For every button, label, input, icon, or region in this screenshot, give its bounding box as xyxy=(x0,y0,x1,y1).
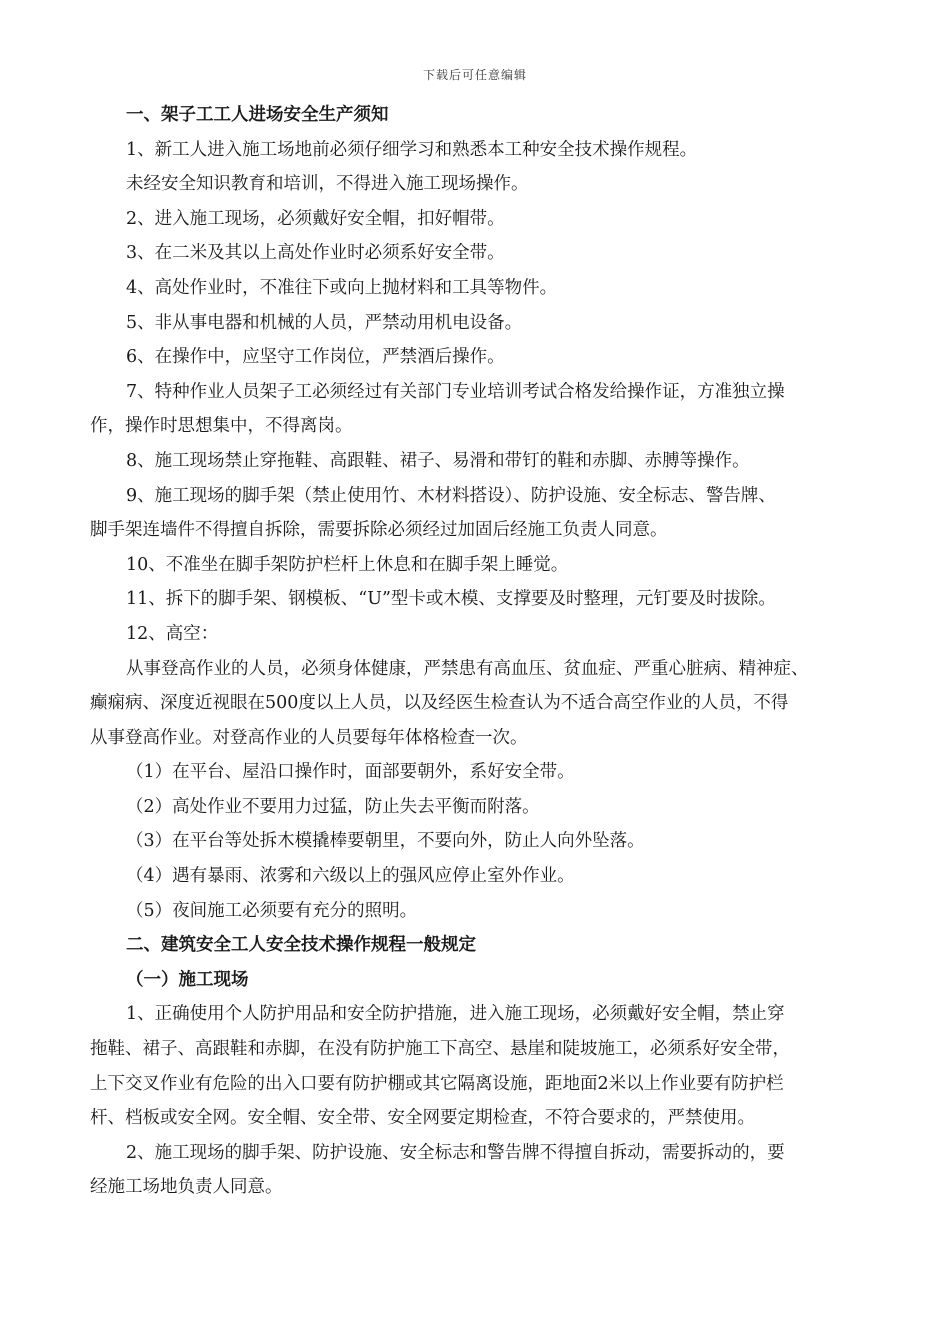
text-line: 11、拆下的脚手架、钢模板、“U”型卡或木模、支撑要及时整理，元钉要及时拔除。 xyxy=(126,589,776,610)
section-heading: （一）施工现场 xyxy=(126,969,249,990)
document-body xyxy=(90,98,880,1205)
text-line: 从事登高作业的人员，必须身体健康，严禁患有高血压、贫血症、严重心脏病、精神症、 xyxy=(126,658,809,679)
text-line: 杆、档板或安全网。安全帽、安全带、安全网要定期检查，不符合要求的，严禁使用。 xyxy=(90,1108,755,1129)
text-line: （5）夜间施工必须要有充分的照明。 xyxy=(126,900,418,921)
text-line: 未经安全知识教育和培训，不得进入施工现场操作。 xyxy=(126,174,529,195)
section-heading: 二、建筑安全工人安全技术操作规程一般规定 xyxy=(126,935,476,956)
text-line: 7、特种作业人员架子工必须经过有关部门专业培训考试合格发给操作证，方准独立操 xyxy=(126,381,785,402)
text-line: （2）高处作业不要用力过猛，防止失去平衡而附落。 xyxy=(126,796,540,817)
text-line: 癫痫病、深度近视眼在500度以上人员，以及经医生检查认为不适合高空作业的人员，不得 xyxy=(90,693,789,714)
text-line: 作，操作时思想集中，不得离岗。 xyxy=(90,416,353,437)
text-line: 1、新工人进入施工场地前必须仔细学习和熟悉本工种安全技术操作规程。 xyxy=(126,139,698,160)
text-line: 4、高处作业时，不准往下或向上抛材料和工具等物件。 xyxy=(126,277,558,298)
text-line: 2、施工现场的脚手架、防护设施、安全标志和警告牌不得擅自拆动，需要拆动的，要 xyxy=(126,1142,785,1163)
text-line: 8、施工现场禁止穿拖鞋、高跟鞋、裙子、易滑和带钉的鞋和赤脚、赤膊等操作。 xyxy=(126,450,750,471)
section-heading: 一、架子工工人进场安全生产须知 xyxy=(126,105,389,125)
text-line: 12、高空： xyxy=(126,623,219,644)
text-line: 3、在二米及其以上高处作业时必须系好安全带。 xyxy=(126,243,505,264)
text-line: （1）在平台、屋沿口操作时，面部要朝外，系好安全带。 xyxy=(126,762,575,783)
text-line: 5、非从事电器和机械的人员，严禁动用机电设备。 xyxy=(126,312,523,333)
text-line: 6、在操作中，应坚守工作岗位，严禁酒后操作。 xyxy=(126,347,505,368)
text-line: 10、不准坐在脚手架防护栏杆上休息和在脚手架上睡觉。 xyxy=(126,554,569,575)
text-line: （4）遇有暴雨、浓雾和六级以上的强风应停止室外作业。 xyxy=(126,866,575,887)
header-note: 下载后可任意编辑 xyxy=(422,68,527,82)
text-line: 上下交叉作业有危险的出入口要有防护棚或其它隔离设施，距地面2米以上作业要有防护栏 xyxy=(90,1073,784,1094)
text-line: 从事登高作业。对登高作业的人员要每年体格检查一次。 xyxy=(90,727,528,748)
text-line: 拖鞋、裙子、高跟鞋和赤脚，在没有防护施工下高空、悬崖和陡坡施工，必须系好安全带， xyxy=(90,1039,790,1060)
text-line: 1、正确使用个人防护用品和安全防护措施，进入施工现场，必须戴好安全帽，禁止穿 xyxy=(126,1004,785,1025)
text-line: 脚手架连墙件不得擅自拆除，需要拆除必须经过加固后经施工负责人同意。 xyxy=(90,520,668,541)
text-line: 经施工场地负责人同意。 xyxy=(90,1177,283,1198)
text-line: 9、施工现场的脚手架（禁止使用竹、木材料搭设）、防护设施、安全标志、警告牌、 xyxy=(126,485,776,506)
text-line: 2、进入施工现场，必须戴好安全帽，扣好帽带。 xyxy=(126,208,505,229)
text-line: （3）在平台等处拆木模撬棒要朝里，不要向外，防止人向外坠落。 xyxy=(126,831,645,852)
